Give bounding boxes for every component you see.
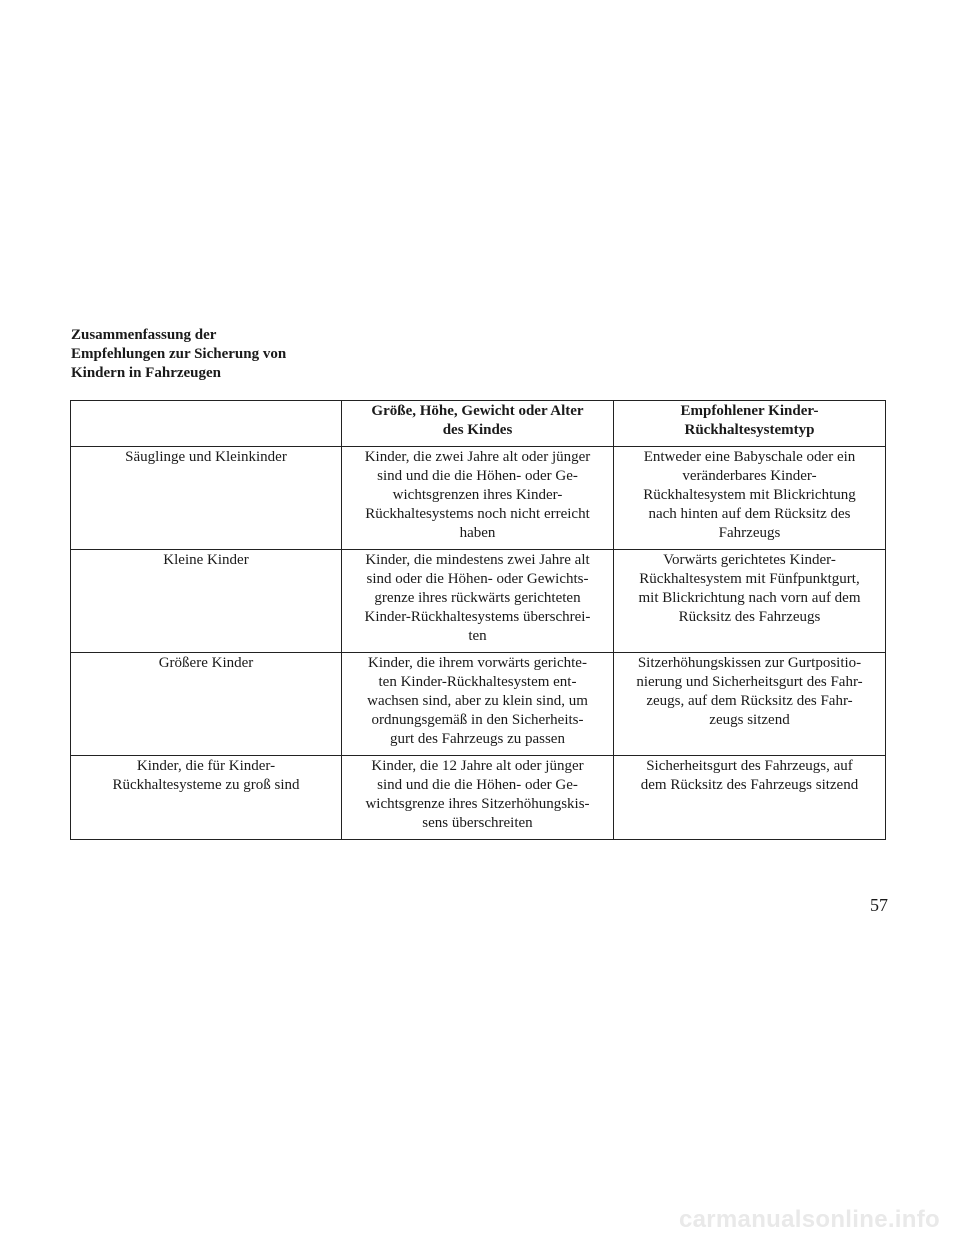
table-cell: Kinder, die zwei Jahre alt oder jünger sind und die die Höhen- oder Ge- wichtsgrenzen ihres Kinder- Rückhaltesystems noch nicht erreicht haben — [342, 447, 614, 550]
table-header-row — [71, 401, 886, 447]
section-title-line: Zusammenfassung der — [71, 327, 217, 343]
header-cell-category — [71, 401, 342, 447]
section-title — [71, 326, 341, 383]
table-cell: Kinder, die mindestens zwei Jahre alt sind oder die Höhen- oder Gewichts- grenze ihres rückwärts gerichteten Kinder-Rückhaltesystems überschrei- ten — [342, 550, 614, 653]
table-cell: Säuglinge und Kleinkinder — [71, 447, 342, 550]
section-title-line: Empfehlungen zur Sicherung von — [71, 346, 287, 362]
table-cell: Kinder, die ihrem vorwärts gerichte- ten Kinder-Rückhaltesystem ent- wachsen sind, aber zu klein sind, um ordnungsgemäß in den Sicherheits- gurt des Fahrzeugs zu passen — [342, 653, 614, 756]
table-cell: Größere Kinder — [71, 653, 342, 756]
watermark: carmanualsonline.info — [678, 1206, 940, 1233]
page-number: 57 — [870, 895, 888, 915]
table-cell: Kinder, die 12 Jahre alt oder jünger sind und die die Höhen- oder Ge- wichtsgrenze ihres Sitzerhöhungskis- sens überschreiten — [342, 756, 614, 840]
table-cell: Sicherheitsgurt des Fahrzeugs, auf dem Rücksitz des Fahrzeugs sitzend — [614, 756, 886, 840]
table-cell: Entweder eine Babyschale oder ein veränderbares Kinder- Rückhaltesystem mit Blickrichtung nach hinten auf dem Rücksitz des Fahrzeugs — [614, 447, 886, 550]
section-title-line: Kindern in Fahrzeugen — [71, 365, 222, 381]
header-cell-system-type: Empfohlener Kinder- Rückhaltesystemtyp — [614, 401, 886, 447]
recommendations-table — [70, 400, 886, 840]
table-row — [71, 756, 886, 840]
table-cell: Sitzerhöhungskissen zur Gurtpositio- nierung und Sicherheitsgurt des Fahr- zeugs, auf dem Rücksitz des Fahr- zeugs sitzend — [614, 653, 886, 756]
table-cell: Kinder, die für Kinder- Rückhaltesysteme zu groß sind — [71, 756, 342, 840]
header-cell-size: Größe, Höhe, Gewicht oder Alter des Kindes — [342, 401, 614, 447]
table-cell: Vorwärts gerichtetes Kinder- Rückhaltesystem mit Fünfpunktgurt, mit Blickrichtung nach vorn auf dem Rücksitz des Fahrzeugs — [614, 550, 886, 653]
table-row — [71, 447, 886, 550]
table-cell: Kleine Kinder — [71, 550, 342, 653]
table-row — [71, 653, 886, 756]
table-row — [71, 550, 886, 653]
